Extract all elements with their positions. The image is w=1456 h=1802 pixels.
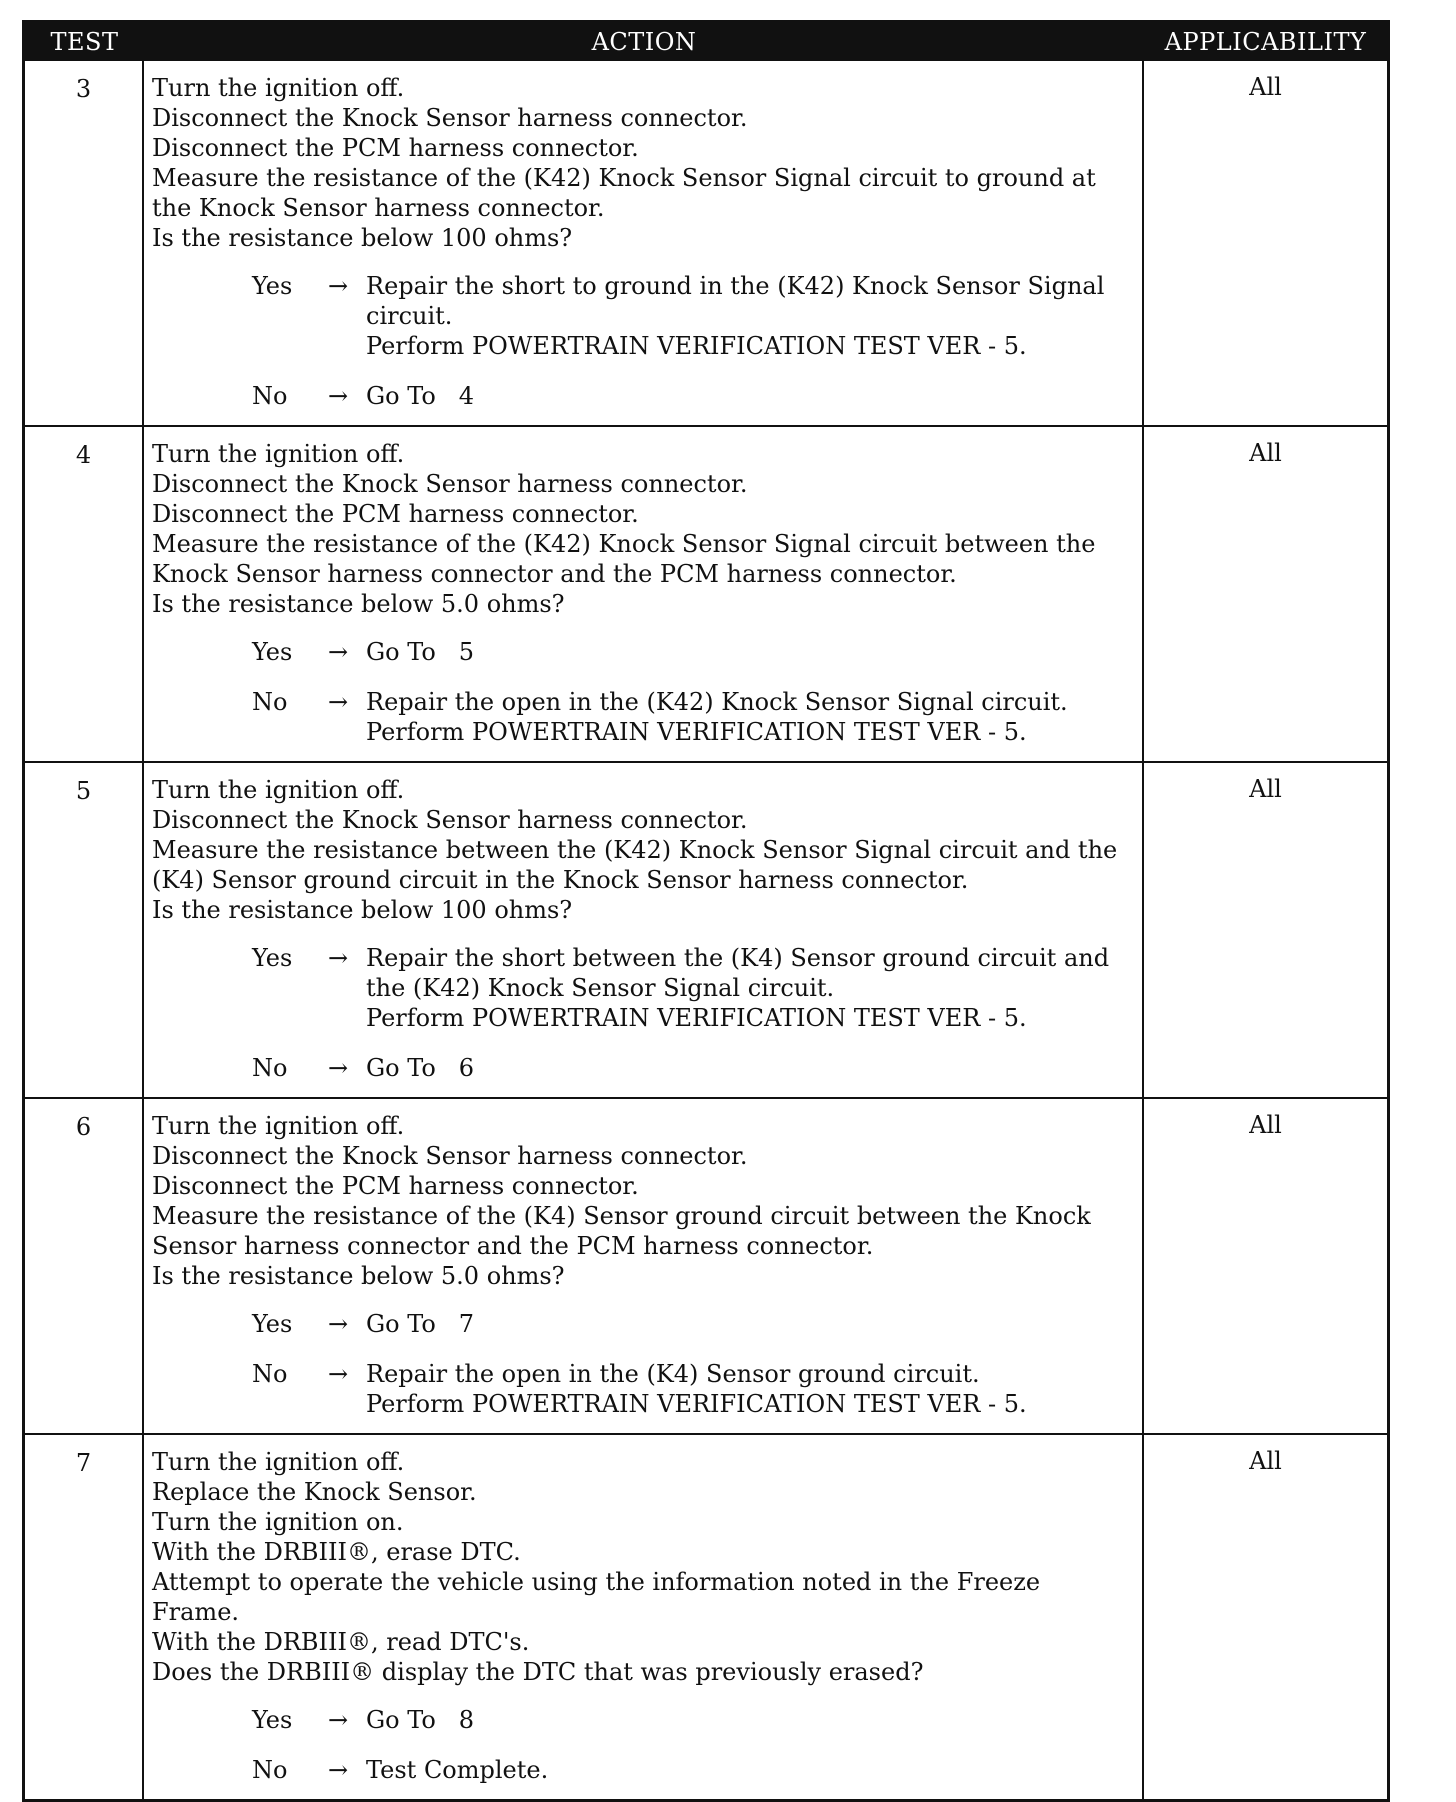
action-step: Disconnect the PCM harness connector. xyxy=(152,1172,639,1200)
action-cell xyxy=(144,763,1144,1097)
answer-line: Go To 4 xyxy=(366,382,474,410)
action-step: Turn the ignition off. xyxy=(152,776,405,804)
answer-text xyxy=(366,1053,1134,1083)
answer-text xyxy=(366,1359,1134,1419)
answer-no xyxy=(252,1359,1134,1419)
answer-list xyxy=(152,271,1134,411)
answer-label: Yes xyxy=(252,1706,293,1734)
answer-label: No xyxy=(252,382,288,410)
action-cell xyxy=(144,1435,1144,1799)
action-cell xyxy=(144,1099,1144,1433)
answer-line: Go To 6 xyxy=(366,1054,474,1082)
answer-line: Go To 5 xyxy=(366,638,474,666)
action-step: Is the resistance below 100 ohms? xyxy=(152,224,573,252)
answer-no xyxy=(252,381,1134,411)
arrow-right-icon: → xyxy=(327,638,349,666)
answer-list xyxy=(152,1309,1134,1419)
answer-label: No xyxy=(252,1756,288,1784)
arrow-right-icon: → xyxy=(327,1054,349,1082)
table-row xyxy=(25,1097,1387,1433)
answer-yes xyxy=(252,1309,1134,1339)
action-step: With the DRBIII®, erase DTC. xyxy=(152,1538,521,1566)
action-step: Replace the Knock Sensor. xyxy=(152,1478,477,1506)
answer-line: Perform POWERTRAIN VERIFICATION TEST VER - 5. xyxy=(366,718,1027,746)
answer-label: Yes xyxy=(252,272,293,300)
action-step: Disconnect the Knock Sensor harness connector. xyxy=(152,470,748,498)
applicability-value: All xyxy=(1249,1111,1282,1139)
answer-line: Go To 7 xyxy=(366,1310,474,1338)
table-row xyxy=(25,61,1387,425)
action-step: Turn the ignition off. xyxy=(152,74,405,102)
action-step: Attempt to operate the vehicle using the information noted in the Freeze Frame. xyxy=(152,1568,1041,1626)
arrow-right-icon: → xyxy=(327,1360,349,1388)
answer-label: No xyxy=(252,1054,288,1082)
action-step: Measure the resistance of the (K42) Knock Sensor Signal circuit to ground at the Knock Sensor harness connector. xyxy=(152,164,1096,222)
applicability-value: All xyxy=(1249,439,1282,467)
answer-line: Repair the open in the (K42) Knock Sensor Signal circuit. xyxy=(366,688,1068,716)
answer-label: Yes xyxy=(252,1310,293,1338)
answer-label: Yes xyxy=(252,638,293,666)
action-step: Is the resistance below 100 ohms? xyxy=(152,896,573,924)
action-step: Measure the resistance between the (K42) Knock Sensor Signal circuit and the (K4) Sensor ground circuit in the Knock Sensor harness connector. xyxy=(152,836,1118,894)
answer-text xyxy=(366,943,1134,1033)
test-number: 7 xyxy=(25,1435,144,1799)
answer-no xyxy=(252,1053,1134,1083)
test-number: 5 xyxy=(25,763,144,1097)
action-step: Turn the ignition off. xyxy=(152,440,405,468)
action-cell xyxy=(144,427,1144,761)
applicability-value: All xyxy=(1249,73,1282,101)
answer-label: No xyxy=(252,1360,288,1388)
answer-line: Perform POWERTRAIN VERIFICATION TEST VER - 5. xyxy=(366,1004,1027,1032)
action-step: Disconnect the Knock Sensor harness connector. xyxy=(152,1142,748,1170)
answer-line: Repair the short between the (K4) Sensor ground circuit and the (K42) Knock Sensor Signal circuit. xyxy=(366,944,1117,1002)
answer-label: Yes xyxy=(252,944,293,972)
action-step: Is the resistance below 5.0 ohms? xyxy=(152,590,565,618)
answer-text xyxy=(366,271,1134,361)
answer-yes xyxy=(252,271,1134,361)
test-number: 4 xyxy=(25,427,144,761)
table-row xyxy=(25,425,1387,761)
action-step: Turn the ignition off. xyxy=(152,1448,405,1476)
test-number: 3 xyxy=(25,61,144,425)
action-step: Turn the ignition on. xyxy=(152,1508,404,1536)
answer-no xyxy=(252,687,1134,747)
action-step: Measure the resistance of the (K42) Knock Sensor Signal circuit between the Knock Sensor harness connector and the PCM harness connector. xyxy=(152,530,1096,588)
answer-line: Repair the short to ground in the (K42) Knock Sensor Signal circuit. xyxy=(366,272,1113,330)
action-step: Is the resistance below 5.0 ohms? xyxy=(152,1262,565,1290)
answer-no xyxy=(252,1755,1134,1785)
arrow-right-icon: → xyxy=(327,1310,349,1338)
diagnostic-test-table xyxy=(22,20,1390,1802)
answer-yes xyxy=(252,943,1134,1033)
test-number: 6 xyxy=(25,1099,144,1433)
answer-yes xyxy=(252,637,1134,667)
applicability-value: All xyxy=(1249,775,1282,803)
answer-list xyxy=(152,637,1134,747)
arrow-right-icon: → xyxy=(327,382,349,410)
answer-text xyxy=(366,1755,1134,1785)
action-step: Disconnect the PCM harness connector. xyxy=(152,500,639,528)
action-step: Turn the ignition off. xyxy=(152,1112,405,1140)
table-header xyxy=(25,23,1387,61)
action-step: Disconnect the PCM harness connector. xyxy=(152,134,639,162)
table-row xyxy=(25,761,1387,1097)
action-step: Does the DRBIII® display the DTC that was previously erased? xyxy=(152,1658,924,1686)
table-row xyxy=(25,1433,1387,1799)
answer-text xyxy=(366,1309,1134,1339)
arrow-right-icon: → xyxy=(327,944,349,972)
answer-line: Test Complete. xyxy=(366,1756,549,1784)
action-step: Disconnect the Knock Sensor harness connector. xyxy=(152,104,748,132)
answer-text xyxy=(366,637,1134,667)
answer-text xyxy=(366,1705,1134,1735)
action-cell xyxy=(144,61,1144,425)
answer-list xyxy=(152,1705,1134,1785)
header-action: ACTION xyxy=(591,28,697,56)
answer-line: Perform POWERTRAIN VERIFICATION TEST VER - 5. xyxy=(366,332,1027,360)
answer-line: Perform POWERTRAIN VERIFICATION TEST VER - 5. xyxy=(366,1390,1027,1418)
arrow-right-icon: → xyxy=(327,1756,349,1784)
answer-line: Go To 8 xyxy=(366,1706,474,1734)
table-body xyxy=(25,61,1387,1799)
action-step: With the DRBIII®, read DTC's. xyxy=(152,1628,530,1656)
header-applicability: APPLICABILITY xyxy=(1164,28,1367,56)
answer-line: Repair the open in the (K4) Sensor ground circuit. xyxy=(366,1360,980,1388)
answer-text xyxy=(366,381,1134,411)
answer-label: No xyxy=(252,688,288,716)
answer-yes xyxy=(252,1705,1134,1735)
answer-text xyxy=(366,687,1134,747)
action-step: Disconnect the Knock Sensor harness connector. xyxy=(152,806,748,834)
arrow-right-icon: → xyxy=(327,688,349,716)
action-step: Measure the resistance of the (K4) Sensor ground circuit between the Knock Sensor harness connector and the PCM harness connector. xyxy=(152,1202,1091,1260)
applicability-value: All xyxy=(1249,1447,1282,1475)
answer-list xyxy=(152,943,1134,1083)
arrow-right-icon: → xyxy=(327,1706,349,1734)
header-test: TEST xyxy=(50,28,119,56)
arrow-right-icon: → xyxy=(327,272,349,300)
